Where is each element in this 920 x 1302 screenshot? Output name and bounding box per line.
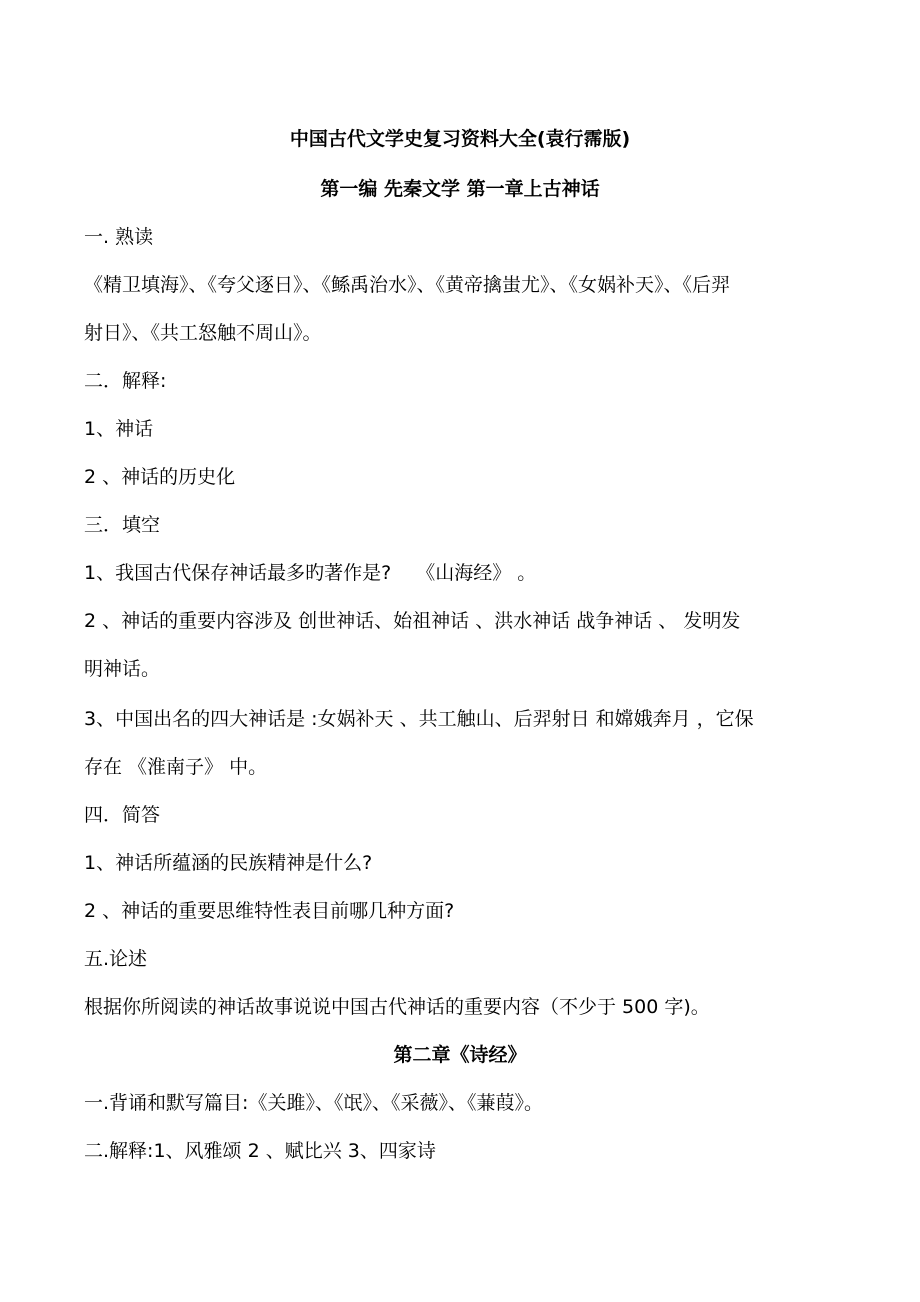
list-item: 1、神话 <box>84 418 154 440</box>
heading-read: 一. 熟读 <box>84 226 154 248</box>
list-item: 3、中国出名的四大神话是 :女娲补天 、共工触山、后羿射日 和嫦娥奔月 ，它保 <box>84 708 754 730</box>
paragraph-line: 《精卫填海》、《夸父逐日》、《鲧禹治水》、《黄帝擒蚩尤》、《女娲补天》、《后羿 <box>84 274 731 296</box>
list-item: 1、神话所蕴涵的民族精神是什么? <box>84 852 373 874</box>
section-heading: 第一编 先秦文学 第一章上古神话 <box>320 178 600 200</box>
heading-short-answer: 四．简答 <box>84 804 161 826</box>
heading-essay: 五.论述 <box>84 948 148 970</box>
list-item: 2 、神话的重要内容涉及 创世神话、始祖神话 、洪水神话 战争神话 、 发明发 <box>84 610 741 632</box>
document-title: 中国古代文学史复习资料大全(袁行霈版) <box>289 128 631 150</box>
paragraph-line: 根据你所阅读的神话故事说说中国古代神话的重要内容（不少于 500 字)。 <box>84 996 710 1018</box>
paragraph-line: 明神话。 <box>84 658 161 680</box>
paragraph-line: 二.解释:1、风雅颂 2 、赋比兴 3、四家诗 <box>84 1140 436 1162</box>
list-item: 2 、神话的重要思维特性表目前哪几种方面? <box>84 900 455 922</box>
chapter-heading: 第二章《诗经》 <box>393 1044 527 1066</box>
list-item: 1、我国古代保存神话最多旳著作是? 《山海经》 。 <box>84 562 537 584</box>
list-item: 2 、神话的历史化 <box>84 466 236 488</box>
heading-fill-blank: 三．填空 <box>84 514 161 536</box>
paragraph-line: 存在 《淮南子》 中。 <box>84 756 268 778</box>
paragraph-line: 射日》、《共工怒触不周山》。 <box>84 322 322 344</box>
paragraph-line: 一.背诵和默写篇目:《关雎》、《氓》、《采薇》、《蒹葭》。 <box>84 1092 543 1114</box>
heading-explain: 二．解释: <box>84 370 167 392</box>
